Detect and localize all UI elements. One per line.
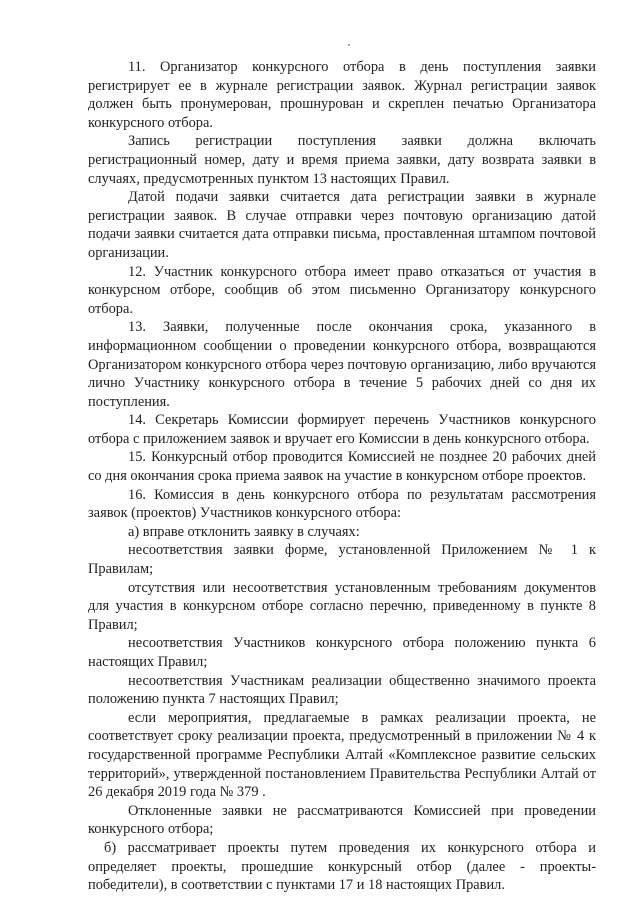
list-item-project-participant-mismatch: несоответствия Участникам реализации общественно значимого проекта положению пункта 7 настоящих Правил;: [88, 672, 596, 708]
paragraph-16b: б) рассматривает проекты путем проведения их конкурсного отбора и определяет проекты, прошедшие конкурсный отбор (далее - проекты-победители), в соответствии с пунктами 17 и 18 настоящих Правил.: [88, 839, 596, 894]
paragraph-submission-date: Датой подачи заявки считается дата регистрации заявки в журнале регистрации заявок. В случае отправки через почтовую организацию датой подачи заявки считается дата отправки письма, проставленная штампом почтовой организации.: [88, 189, 596, 261]
paragraph-15: 15. Конкурсный отбор проводится Комиссией не позднее 20 рабочих дней со дня окончания срока приема заявок на участие в конкурсном отборе проектов.: [88, 449, 596, 485]
paragraph-registration-record: Запись регистрации поступления заявки должна включать регистрационный номер, дату и время приема заявки, дату возврата заявки в случаях, предусмотренных пунктом 13 настоящих Правил.: [88, 133, 596, 187]
document-page: [88, 58, 596, 895]
paragraph-11: 11. Организатор конкурсного отбора в день поступления заявки регистрирует ее в журнале регистрации заявок. Журнал регистрации заявок должен быть пронумерован, прошнурован и скреплен печатью Организатора конкурсного отбора.: [88, 59, 596, 131]
list-item-term-mismatch: если мероприятия, предлагаемые в рамках реализации проекта, не соответствует сроку реализации проекта, предусмотренный в приложении № 4 к государственной программе Республики Алтай «Комплексное развитие сельских территорий», утвержденной постановлением Правительства Республики Алтай от 26 декабря 2019 года № 379 .: [88, 709, 596, 801]
paragraph-14: 14. Секретарь Комиссии формирует перечень Участников конкурсного отбора с приложением заявок и вручает его Комиссии в день конкурсного отбора.: [88, 412, 596, 447]
paragraph-16a: а) вправе отклонить заявку в случаях:: [128, 523, 360, 540]
list-item-missing-documents: отсутствия или несоответствия установленным требованиям документов для участия в конкурсном отборе согласно перечню, приведенному в пункте 8 Правил;: [88, 579, 596, 633]
paragraph-12: 12. Участник конкурсного отбора имеет право отказаться от участия в конкурсном отборе, сообщив об этом письменно Организатору конкурсного отбора.: [88, 263, 596, 317]
list-item-form-mismatch: несоответствия заявки форме, установленной Приложением № 1 к Правилам;: [88, 542, 596, 578]
list-item-participant-mismatch: несоответствия Участников конкурсного отбора положению пункта 6 настоящих Правил;: [88, 635, 596, 670]
paragraph-13: 13. Заявки, полученные после окончания срока, указанного в информационном сообщении о проведении конкурсного отбора, возвращаются Организатором конкурсного отбора через почтовую организацию, либо вручаются лично Участнику конкурсного отбора в течение 5 рабочих дней со дня их поступления.: [88, 319, 596, 410]
paragraph-16: 16. Комиссия в день конкурсного отбора по результатам рассмотрения заявок (проектов) Участников конкурсного отбора:: [88, 486, 596, 522]
scan-speck: [348, 44, 350, 46]
paragraph-rejected-applications: Отклоненные заявки не рассматриваются Комиссией при проведении конкурсного отбора;: [88, 802, 596, 838]
